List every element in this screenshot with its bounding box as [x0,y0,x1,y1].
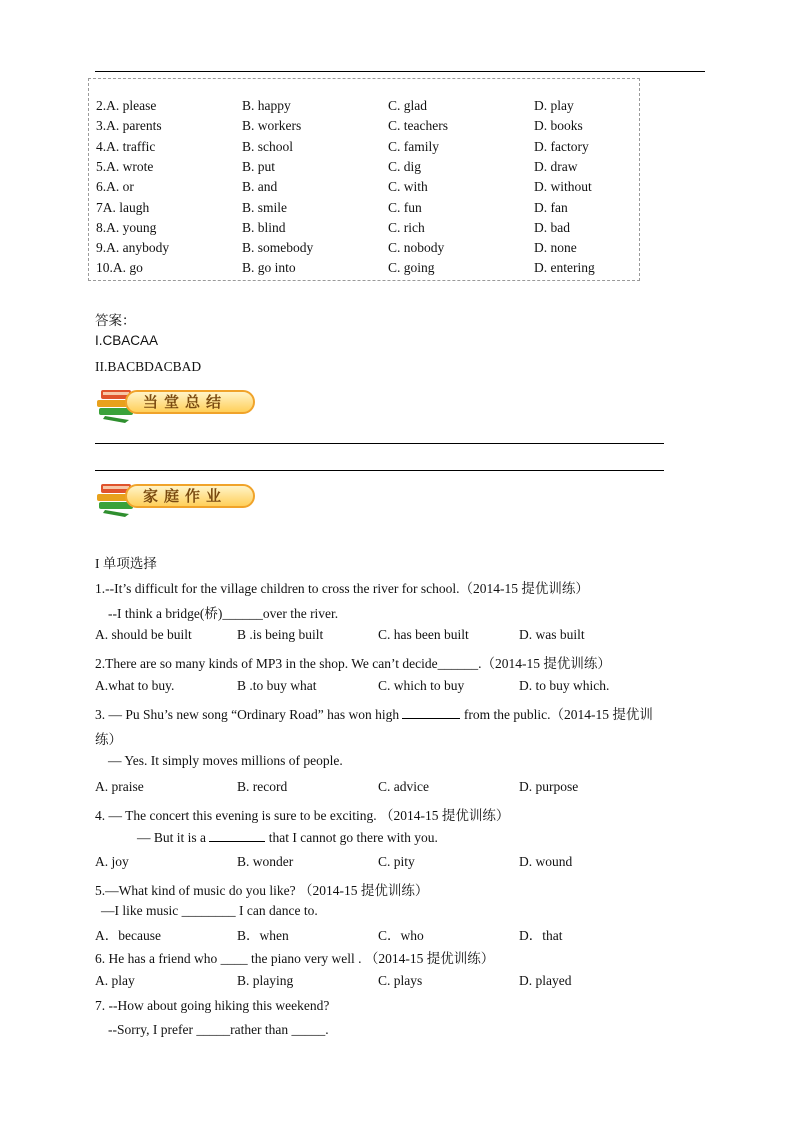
q4-stem: 4. — The concert this evening is sure to be exciting. （2014-15 提优训练） [95,808,510,823]
q5-option-b: B．when [237,928,289,943]
option-c: C. with [388,179,428,195]
q2-option-c: C. which to buy [378,678,465,693]
option-c: C. rich [388,219,425,235]
q1-option-d: D. was built [519,627,585,642]
q6-stem: 6. He has a friend who ____ the piano very well . （2014-15 提优训练） [95,951,495,966]
q6-option-d: D. played [519,973,572,988]
option-d: D. none [534,240,577,256]
q7-line2: --Sorry, I prefer _____rather than _____. [108,1022,329,1037]
option-a: 6.A. or [96,179,134,195]
answers-heading: 答案： [95,313,136,328]
answer-line-1: I.CBACAA [95,333,159,348]
q2-option-d: D. to buy which. [519,678,610,693]
option-a: 7A. laugh [96,199,150,215]
q2-stem: 2.There are so many kinds of MP3 in the shop. We can’t decide______.（2014-15 提优训练） [95,656,611,671]
q1-option-a: A. should be built [95,627,192,642]
option-b: B. happy [242,98,291,113]
options-table-row [96,159,656,177]
q4-option-b: B. wonder [237,854,294,869]
options-table-row [96,260,656,278]
answer-line-2: II.BACBDACBAD [95,359,202,374]
option-c: C. dig [388,158,422,174]
q4-line2-part-a: — But it is a [137,830,207,845]
q1-option-b: B .is being built [237,627,324,642]
option-d: D. fan [534,199,568,215]
homework-banner [95,478,265,518]
option-a: 5.A. wrote [96,158,154,174]
option-c: C. fun [388,199,422,215]
summary-blank-line-1 [95,443,664,444]
q3-option-c: C. advice [378,779,429,794]
q5-option-a: A．because [95,928,161,943]
q5-option-c: C．who [378,928,424,943]
option-d: D. entering [534,260,595,276]
option-a: 8.A. young [96,219,157,235]
option-a: 10.A. go [96,260,143,276]
q5-option-d: D．that [519,928,563,943]
option-a: 4.A. traffic [96,138,156,154]
q4-option-a: A. joy [95,854,129,869]
q7-stem: 7. --How about going hiking this weekend? [95,998,330,1013]
q1-stem: 1.--It’s difficult for the village children to cross the river for school.（2014-15 提优训练） [95,581,589,596]
q3-stem-part-a: 3. — Pu Shu’s new song “Ordinary Road” has won high [95,707,400,722]
q3-stem [95,703,653,723]
option-c: C. going [388,260,435,276]
option-d: D. factory [534,138,589,154]
option-d: D. draw [534,158,578,174]
option-a: 2.A. please [96,98,157,113]
option-b: B. smile [242,199,288,215]
option-d: D. books [534,118,583,134]
q3-stem-wrap: 练） [95,732,122,747]
q4-line2-part-b: that I cannot go there with you. [268,830,438,845]
options-table-row [96,179,656,197]
option-c: C. glad [388,98,427,113]
option-b: B. workers [242,118,302,134]
section-title: I 单项选择 [95,556,157,571]
option-c: C. family [388,138,439,154]
q2-option-b: B .to buy what [237,678,317,693]
options-table-row [96,118,656,136]
option-b: B. blind [242,219,286,235]
homework-banner-title: 家庭作业 [143,487,228,505]
q3-option-b: B. record [237,779,288,794]
q1-option-c: C. has been built [378,627,469,642]
option-b: B. go into [242,260,296,276]
option-c: C. teachers [388,118,448,134]
summary-blank-line-2 [95,470,664,471]
options-table-row [96,139,656,157]
q4-blank [209,829,265,842]
options-table-row [96,98,656,116]
option-d: D. bad [534,219,570,235]
summary-banner [95,384,265,424]
q6-option-a: A. play [95,973,135,988]
q3-option-d: D. purpose [519,779,579,794]
option-b: B. school [242,138,294,154]
q5-stem: 5.—What kind of music do you like? （2014-15 提优训练） [95,883,429,898]
options-table-row [96,200,656,218]
q6-option-b: B. playing [237,973,294,988]
q2-option-a: A.what to buy. [95,678,175,693]
q4-line2 [137,829,438,846]
top-rule [95,71,705,72]
option-a: 9.A. anybody [96,240,170,256]
q3-stem-part-b: from the public.（2014-15 提优训 [463,707,653,722]
summary-banner-title: 当堂总结 [143,393,228,411]
option-b: B. and [242,179,278,195]
option-a: 3.A. parents [96,118,162,134]
options-table-row [96,220,656,238]
option-d: D. play [534,98,574,113]
q3-line2: — Yes. It simply moves millions of people. [108,753,343,768]
options-table-row [96,240,656,258]
q5-line2: —I like music ________ I can dance to. [101,903,318,918]
option-b: B. somebody [242,240,314,256]
q3-blank [402,706,460,719]
q6-option-c: C. plays [378,973,423,988]
q3-option-a: A. praise [95,779,144,794]
q4-option-c: C. pity [378,854,415,869]
q1-line2: --I think a bridge(桥)______over the river. [108,606,339,621]
q4-option-d: D. wound [519,854,573,869]
option-d: D. without [534,179,592,195]
option-c: C. nobody [388,240,445,256]
option-b: B. put [242,158,276,174]
